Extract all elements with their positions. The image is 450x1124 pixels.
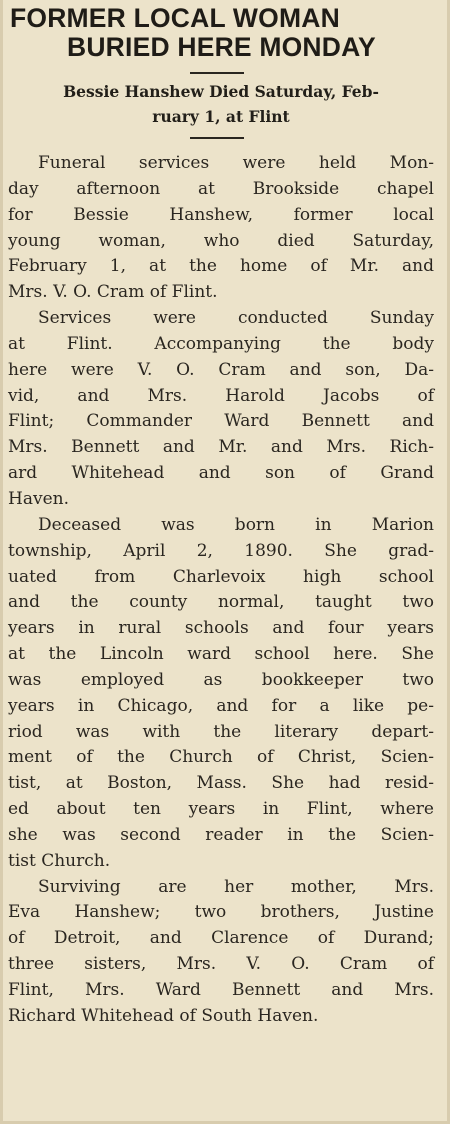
text-line: uated from Charlevoix high school [8,566,434,587]
text-line: ed about ten years in Flint, where [8,799,434,820]
article-body [8,151,434,1030]
text-line: years in rural schools and four years [8,618,434,639]
text-line: township, April 2, 1890. She grad- [8,540,434,561]
text-line: day afternoon at Brookside chapel [8,178,434,199]
text-line: Flint; Commander Ward Bennett and [8,411,434,432]
text-line: young woman, who died Saturday, [8,230,434,251]
text-line: at Flint. Accompanying the body [8,333,434,354]
text-line: Eva Hanshew; two brothers, Justine [8,902,434,923]
text-line: here were V. O. Cram and son, Da- [8,359,434,380]
text-line: Haven. [8,488,69,509]
text-line: she was second reader in the Scien- [8,824,434,845]
text-line: three sisters, Mrs. V. O. Cram of [8,954,434,975]
subheadline [8,79,434,129]
headline-line-2: BURIED HERE MONDAY [67,32,376,62]
text-line: Surviving are her mother, Mrs. [38,876,434,897]
headline [8,4,434,62]
divider-rule [190,137,244,139]
headline-line-1: FORMER LOCAL WOMAN [10,3,340,33]
text-line: Funeral services were held Mon- [38,153,434,173]
text-line: ment of the Church of Christ, Scien- [8,747,434,768]
text-line: Flint, Mrs. Ward Bennett and Mrs. [8,980,434,1000]
text-line: and the county normal, taught two [8,592,434,613]
text-line: at the Lincoln ward school here. She [8,644,434,665]
divider-rule [190,72,244,74]
text-line: Richard Whitehead of South Haven. [8,1005,319,1026]
text-line: ard Whitehead and son of Grand [8,463,434,484]
text-line: for Bessie Hanshew, former local [8,204,434,225]
subheadline-line-2: ruary 1, at Flint [152,107,290,126]
text-line: years in Chicago, and for a like pe- [8,695,434,716]
text-line: Services were conducted Sunday [38,308,434,329]
text-line: Mrs. Bennett and Mr. and Mrs. Rich- [8,437,434,458]
text-line: was employed as bookkeeper two [8,669,434,690]
text-line: tist, at Boston, Mass. She had resid- [8,773,434,794]
text-line: vid, and Mrs. Harold Jacobs of [8,385,434,406]
text-line: Deceased was born in Marion [38,514,434,535]
text-line: of Detroit, and Clarence of Durand; [8,928,434,949]
text-line: tist Church. [8,850,111,871]
text-line: February 1, at the home of Mr. and [8,256,434,277]
subheadline-line-1: Bessie Hanshew Died Saturday, Feb- [63,82,379,101]
text-line: Mrs. V. O. Cram of Flint. [8,282,218,303]
text-line: riod was with the literary depart- [8,721,434,742]
